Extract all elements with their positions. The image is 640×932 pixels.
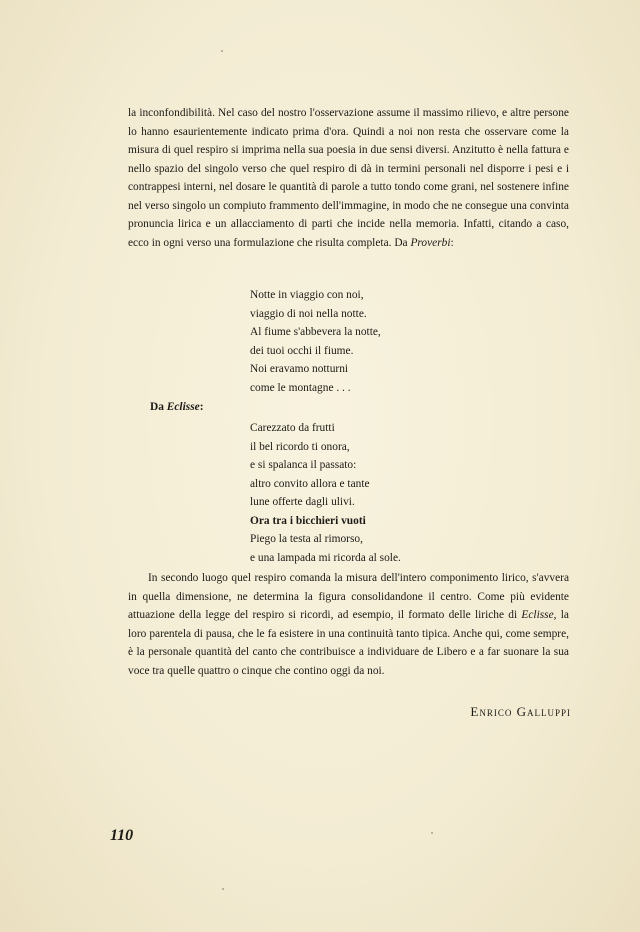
paragraph-2-text-b: , la loro parentela di pausa, che le fa esistere in una continuità tanto tipica. Anche qui, come sempre, è la personale quantità del canto che contribuisce a individuare de Libero e a far suonare la sua voce tra quelle quattro o cinque che contino oggi da noi.	[128, 609, 569, 677]
poem-line: Al fiume s'abbevera la notte,	[250, 326, 381, 338]
eclisse-title: Eclisse	[166, 401, 200, 413]
poem-line: Noi eravamo notturni	[250, 363, 349, 375]
poem-line: e si spalanca il passato:	[250, 459, 357, 471]
poem-line: come le montagne . . .	[250, 381, 351, 394]
essay-paragraph-1	[128, 104, 569, 252]
poem-line: Piego la testa al rimorso,	[250, 533, 363, 545]
proverbi-title: Proverbi	[410, 236, 451, 249]
poem-line: lune offerte dagli ulivi.	[250, 496, 355, 508]
page-number: 110	[110, 827, 134, 844]
paragraph-2-text-a: In secondo luogo quel respiro comanda la misura dell'intero componimento lirico, s'avvera in quella dimensione, ne determina la figura consolidandone il centro. Come più evidente attuazione della legge del respiro si ricordi, ad esempio, il formato delle liriche di	[128, 572, 569, 621]
poem-proverbi	[250, 286, 381, 397]
poem-line: altro convito allora e tante	[250, 477, 370, 490]
poem-line: dei tuoi occhi il fiume.	[250, 344, 354, 357]
paragraph-1-colon: :	[450, 236, 454, 249]
paper-speck	[222, 888, 224, 890]
paper-speck	[431, 832, 433, 834]
poem-eclisse	[250, 419, 401, 567]
poem-line: e una lampada mi ricorda al sole.	[250, 551, 401, 564]
essay-paragraph-2	[128, 569, 569, 680]
eclisse-label-colon: :	[199, 401, 204, 413]
poem-line: Carezzato da frutti	[250, 422, 335, 434]
paragraph-1-text: la inconfondibilità. Nel caso del nostro l'osservazione assume il massimo rilievo, e altre persone lo hanno esaurientemente indicato prima d'ora. Quindi a noi non resta che osservare come la misura di quel respiro si imprima nella sua poesia in due sensi diversi. Anzitutto è nella fattura e nello spazio del singolo verso che quel respiro di dà in termini personali nel disporre i pesi e i contrappesi interni, nel dosare le quantità di parole a tutto tondo come grani, nel sostenere infine nel verso singolo un compiuto frammento dell'immagine, in modo che ne consegue una convinta pronuncia lirica e un allacciamento di parti che incide nella memoria. Infatti, citando a caso, ecco in ogni verso una formulazione che risulta completa. Da	[128, 107, 569, 249]
poem-line: Ora tra i bicchieri vuoti	[250, 514, 366, 527]
poem-line: il bel ricordo ti onora,	[250, 440, 350, 453]
paper-speck	[221, 50, 223, 52]
eclisse-inline-title: Eclisse	[521, 609, 554, 621]
eclisse-label-prefix: Da	[150, 401, 167, 413]
eclisse-label	[150, 398, 203, 417]
poem-line: Notte in viaggio con noi,	[250, 289, 364, 301]
author-signature: Enrico Galluppi	[470, 704, 571, 719]
poem-line: viaggio di noi nella notte.	[250, 307, 367, 320]
